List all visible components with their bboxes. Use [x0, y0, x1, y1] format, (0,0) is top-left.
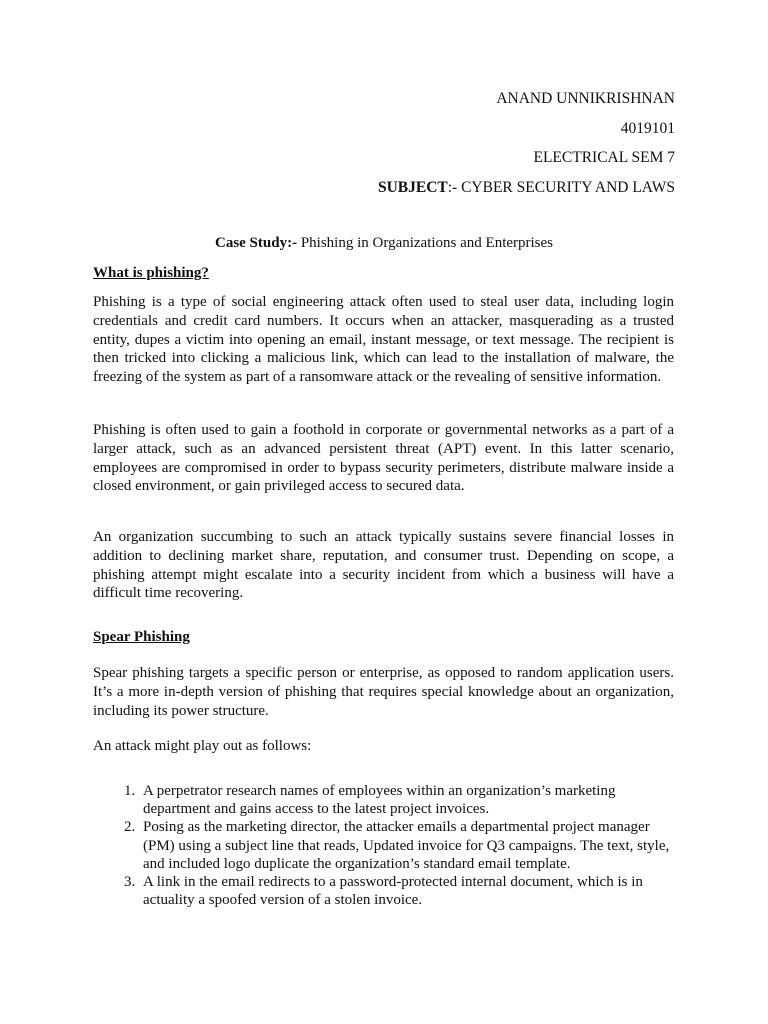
attack-steps-list	[93, 782, 674, 909]
roll-number: 4019101	[620, 119, 675, 137]
header-block	[378, 84, 675, 202]
paragraph-losses: An organization succumbing to such an attack typically sustains severe financial losses in addition to declining market share, reputation, and consumer trust. Depending on scope, a phishing attempt might escalate into a security incident from which a business will have a difficult time recovering.	[93, 529, 674, 602]
paragraph-attack-intro: An attack might play out as follows:	[93, 738, 312, 754]
subject-label: SUBJECT	[377, 178, 448, 196]
paragraph-spear-definition: Spear phishing targets a specific person or enterprise, as opposed to random application users. It’s a more in-depth version of phishing that requires special knowledge about an organization, including its power structure.	[93, 665, 674, 719]
case-study-label: Case Study:-	[214, 235, 298, 251]
list-item: 1. A perpetrator research names of employees within an organization’s marketing department and gains access to the latest project invoices.	[139, 782, 674, 818]
author-name: ANAND UNNIKRISHNAN	[496, 90, 675, 107]
list-item: 3. A link in the email redirects to a password-protected internal document, which is in actuality a spoofed version of a stolen invoice.	[139, 873, 674, 909]
paragraph-definition: Phishing is a type of social engineering attack often used to steal user data, including login credentials and credit card numbers. It occurs when an attacker, masquerading as a trusted entity, dupes a victim into opening an email, instant message, or text message. The recipient is then tricked into clicking a malicious link, which can lead to the installation of malware, the freezing of the system as part of a ransomware attack or the revealing of sensitive information.	[93, 294, 674, 386]
paragraph-foothold: Phishing is often used to gain a foothold in corporate or governmental networks as a part of a larger attack, such as an advanced persistent threat (APT) event. In this latter scenario, employees are compromised in order to bypass security perimeters, distribute malware inside a closed environment, or gain privileged access to secured data.	[93, 422, 674, 495]
subject-value: :- CYBER SECURITY AND LAWS	[447, 178, 675, 196]
case-study-topic: Phishing in Organizations and Enterprises	[297, 235, 554, 251]
case-study-title	[0, 232, 768, 254]
heading-what-is-phishing: What is phishing?	[93, 265, 209, 281]
class-semester: ELECTRICAL SEM 7	[533, 149, 675, 166]
heading-spear-phishing: Spear Phishing	[93, 629, 190, 645]
list-item: 2. Posing as the marketing director, the attacker emails a departmental project manager (PM) using a subject line that reads, Updated invoice for Q3 campaigns. The text, style, and included logo duplicate the organization’s standard email template.	[139, 818, 674, 873]
subject-line	[378, 173, 675, 203]
